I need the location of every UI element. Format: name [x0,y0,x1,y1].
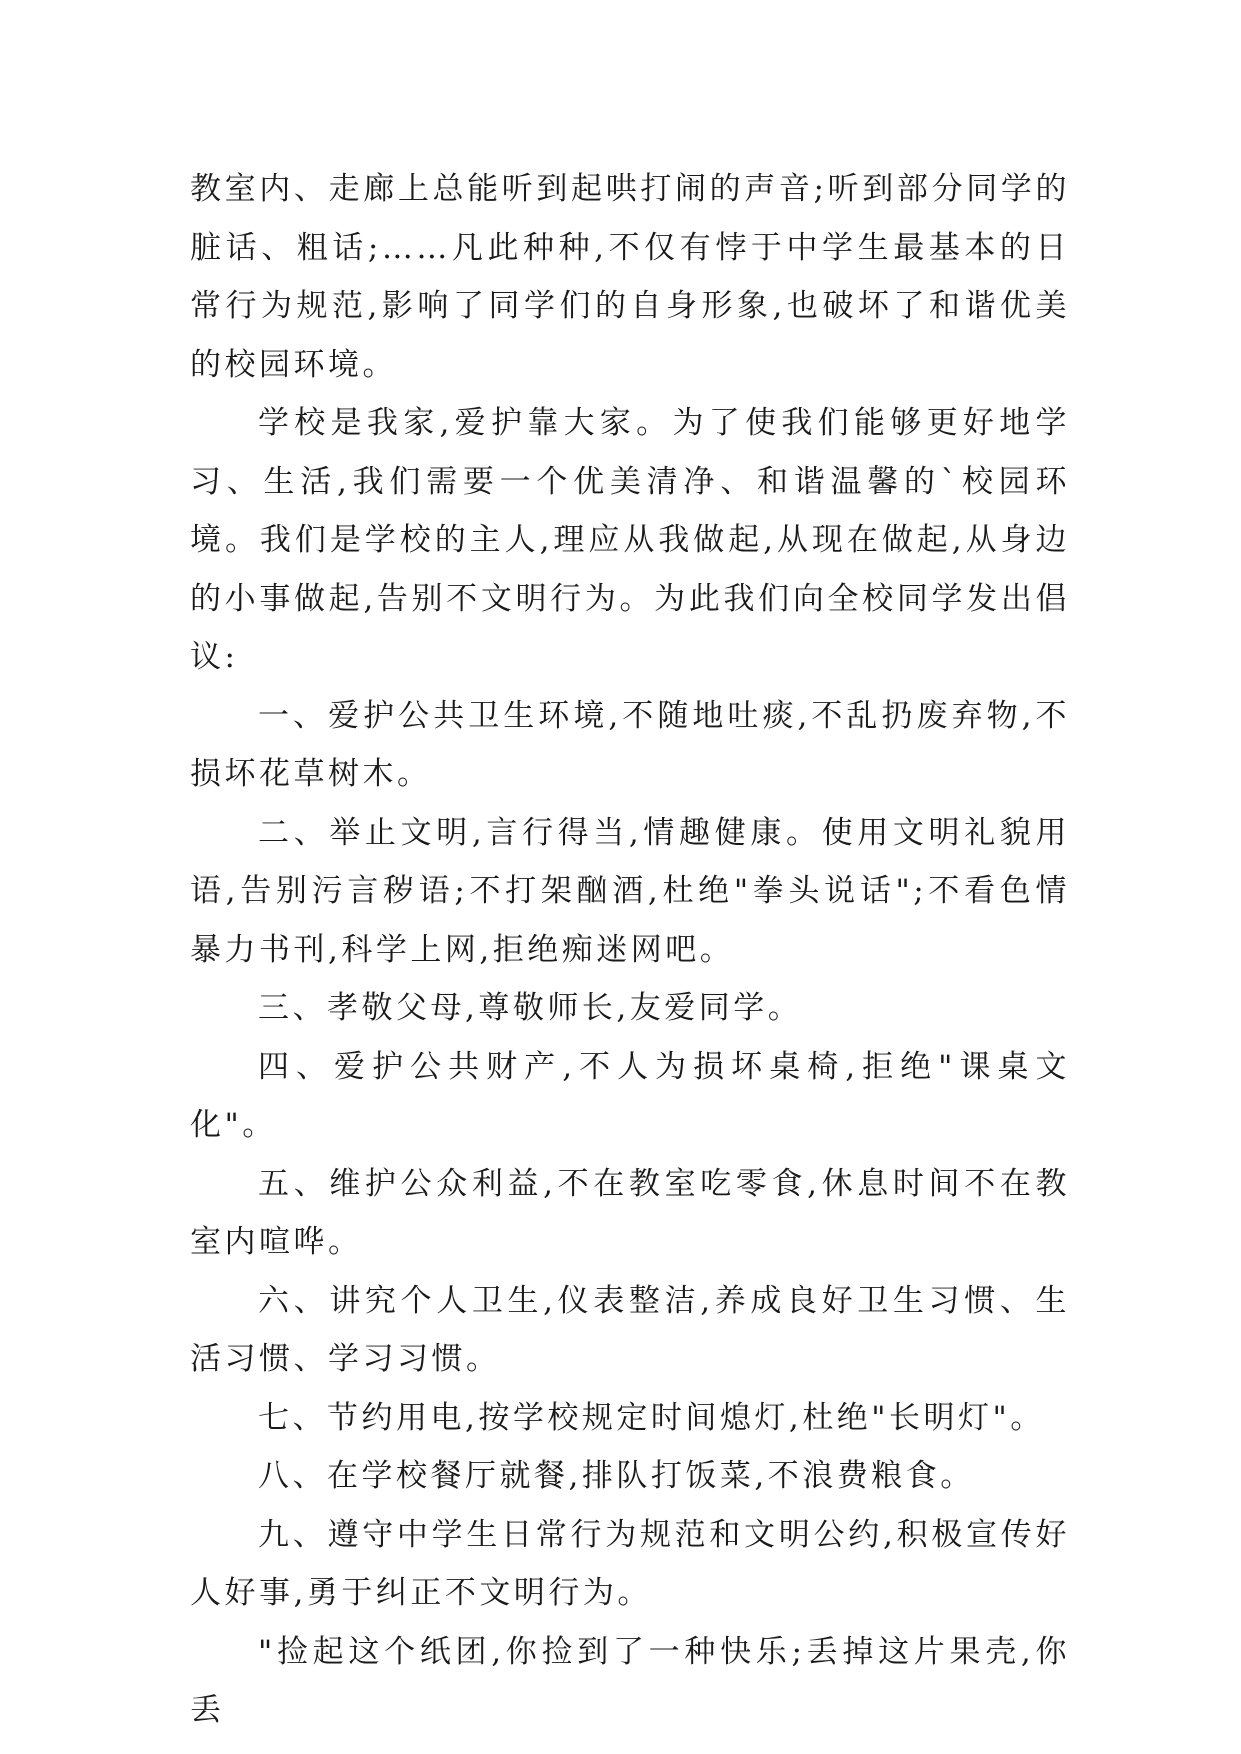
proposal-item-4: 四、爱护公共财产,不人为损坏桌椅,拒绝"课桌文化"。 [190,1048,1070,1143]
proposal-item-6: 六、讲究个人卫生,仪表整洁,养成良好卫生习惯、生活习惯、学习习惯。 [190,1282,1070,1377]
proposal-item-9: 九、遵守中学生日常行为规范和文明公约,积极宣传好人好事,勇于纠正不文明行为。 [190,1516,1070,1611]
paragraph-2: 学校是我家,爱护靠大家。为了使我们能够更好地学习、生活,我们需要一个优美清净、和谐温馨的`校园环境。我们是学校的主人,理应从我做起,从现在做起,从身边的小事做起,告别不文明行为。为此我们向全校同学发出倡议: [190,405,1070,675]
proposal-item-7: 七、节约用电,按学校规定时间熄灯,杜绝"长明灯"。 [258,1399,1045,1436]
paragraph-1: 教室内、走廊上总能听到起哄打闹的声音;听到部分同学的脏话、粗话;……凡此种种,不仅有悖于中学生最基本的日常行为规范,影响了同学们的自身形象,也破坏了和谐优美的校园环境。 [190,171,1070,383]
document-body [190,160,1070,1740]
proposal-item-5: 五、维护公众利益,不在教室吃零食,休息时间不在教室内喧哗。 [190,1165,1070,1260]
closing-paragraph: "捡起这个纸团,你捡到了一种快乐;丢掉这片果壳,你丢 [190,1633,1070,1728]
proposal-item-8: 八、在学校餐厅就餐,排队打饭菜,不浪费粮食。 [258,1458,975,1494]
proposal-item-1: 一、爱护公共卫生环境,不随地吐痰,不乱扔废弃物,不损坏花草树木。 [190,697,1070,792]
proposal-item-3: 三、孝敬父母,尊敬师长,友爱同学。 [258,990,803,1026]
proposal-item-2: 二、举止文明,言行得当,情趣健康。使用文明礼貌用语,告别污言秽语;不打架酗酒,杜绝"拳头说话";不看色情暴力书刊,科学上网,拒绝痴迷网吧。 [190,814,1070,968]
